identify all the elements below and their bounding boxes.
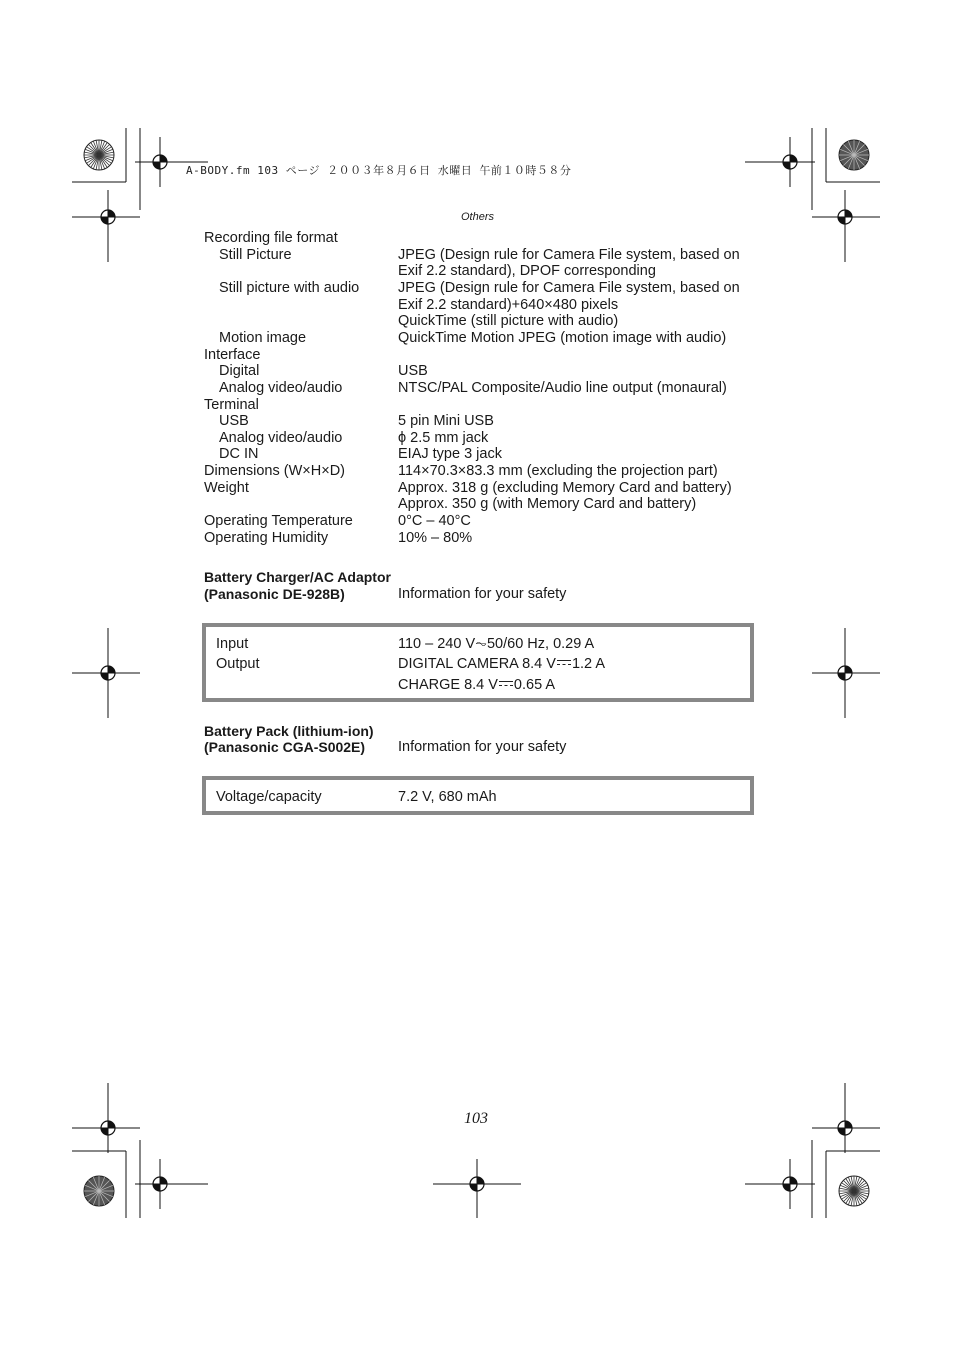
- spec-value: 10% – 80%: [398, 530, 473, 546]
- charger-output-row-2: [216, 676, 736, 694]
- spec-row: [204, 530, 764, 547]
- output-charge-current: 0.65 A: [513, 677, 556, 693]
- spec-label: Operating Humidity: [204, 530, 329, 546]
- spec-row: [204, 380, 764, 397]
- battery-spec-box: [202, 776, 754, 815]
- page-number: 103: [464, 1110, 488, 1127]
- capacity-label: Voltage/capacity: [216, 789, 322, 805]
- spec-row: [204, 247, 764, 264]
- spec-value: Approx. 350 g (with Memory Card and battery): [398, 496, 697, 512]
- charger-spec-box: [202, 623, 754, 702]
- spec-value: QuickTime (still picture with audio): [398, 313, 619, 329]
- battery-model: (Panasonic CGA-S002E): [204, 739, 366, 755]
- spec-label: Digital: [219, 363, 260, 379]
- spec-value: JPEG (Design rule for Camera File system, based on: [398, 280, 740, 296]
- spec-value: Approx. 318 g (excluding Memory Card and battery): [398, 480, 732, 496]
- spec-label: Still Picture: [219, 247, 292, 263]
- spec-label: USB: [219, 413, 249, 429]
- spec-row: [204, 363, 764, 380]
- output-camera-value: [398, 655, 605, 673]
- spec-row: [204, 480, 764, 497]
- charger-output-row: [216, 655, 736, 673]
- charger-title: Battery Charger/AC Adaptor: [204, 569, 391, 585]
- spec-value: 114×70.3×83.3 mm (excluding the projection part): [398, 463, 718, 479]
- spec-label: Analog video/audio: [219, 430, 343, 446]
- spec-value: EIAJ type 3 jack: [398, 446, 502, 462]
- spec-row: [204, 280, 764, 297]
- spec-row: [204, 347, 764, 364]
- battery-capacity-row: [216, 788, 736, 806]
- spec-value: Exif 2.2 standard)+640×480 pixels: [398, 297, 619, 313]
- charger-input-row: [216, 635, 736, 653]
- spec-row: [204, 513, 764, 530]
- charger-model: (Panasonic DE-928B): [204, 586, 345, 602]
- spec-label: Recording file format: [204, 230, 338, 246]
- spec-label: Dimensions (W×H×D): [204, 463, 345, 479]
- input-value: 110 – 240 V⏦50/60 Hz, 0.29 A: [398, 636, 595, 652]
- spec-label: Terminal: [204, 397, 259, 413]
- output-camera-current: 1.2 A: [571, 656, 605, 672]
- charger-safety-note: Information for your safety: [398, 586, 567, 602]
- spec-value: ϕ 2.5 mm jack: [398, 430, 489, 446]
- output-charge-voltage: CHARGE 8.4 V: [398, 677, 498, 693]
- spec-row: [204, 496, 764, 513]
- spec-label: Weight: [204, 480, 249, 496]
- spec-label: Motion image: [219, 330, 307, 346]
- spec-value: USB: [398, 363, 428, 379]
- dc-symbol-icon: [499, 680, 513, 688]
- spec-label: DC IN: [219, 446, 259, 462]
- spec-value: QuickTime Motion JPEG (motion image with audio): [398, 330, 727, 346]
- dc-symbol-icon: [557, 659, 571, 667]
- battery-title: Battery Pack (lithium-ion): [204, 723, 374, 739]
- spec-row: [204, 230, 764, 247]
- spec-row: [204, 430, 764, 447]
- output-charge-value: [398, 676, 555, 694]
- spec-row: [204, 297, 764, 314]
- spec-row: [204, 463, 764, 480]
- spec-row: [204, 313, 764, 330]
- spec-row: [204, 413, 764, 430]
- input-label: Input: [216, 636, 249, 652]
- spec-label: Still picture with audio: [219, 280, 360, 296]
- output-label: Output: [216, 656, 260, 672]
- spec-row: [204, 397, 764, 414]
- output-camera-voltage: DIGITAL CAMERA 8.4 V: [398, 656, 556, 672]
- battery-safety-note: Information for your safety: [398, 739, 567, 755]
- spec-row: [204, 446, 764, 463]
- spec-value: 5 pin Mini USB: [398, 413, 494, 429]
- spec-label: Operating Temperature: [204, 513, 353, 529]
- spec-row: [204, 263, 764, 280]
- spec-value: JPEG (Design rule for Camera File system, based on: [398, 247, 740, 263]
- spec-value: Exif 2.2 standard), DPOF corresponding: [398, 263, 656, 279]
- spec-value: 0°C – 40°C: [398, 513, 471, 529]
- spec-row: [204, 330, 764, 347]
- spec-label: Analog video/audio: [219, 380, 343, 396]
- file-header: A-BODY.fm 103 ページ ２００３年８月６日 水曜日 午前１０時５８分: [186, 164, 572, 177]
- capacity-value: 7.2 V, 680 mAh: [398, 789, 497, 805]
- spec-label: Interface: [204, 347, 261, 363]
- spec-value: NTSC/PAL Composite/Audio line output (monaural): [398, 380, 727, 396]
- running-head: Others: [461, 211, 495, 223]
